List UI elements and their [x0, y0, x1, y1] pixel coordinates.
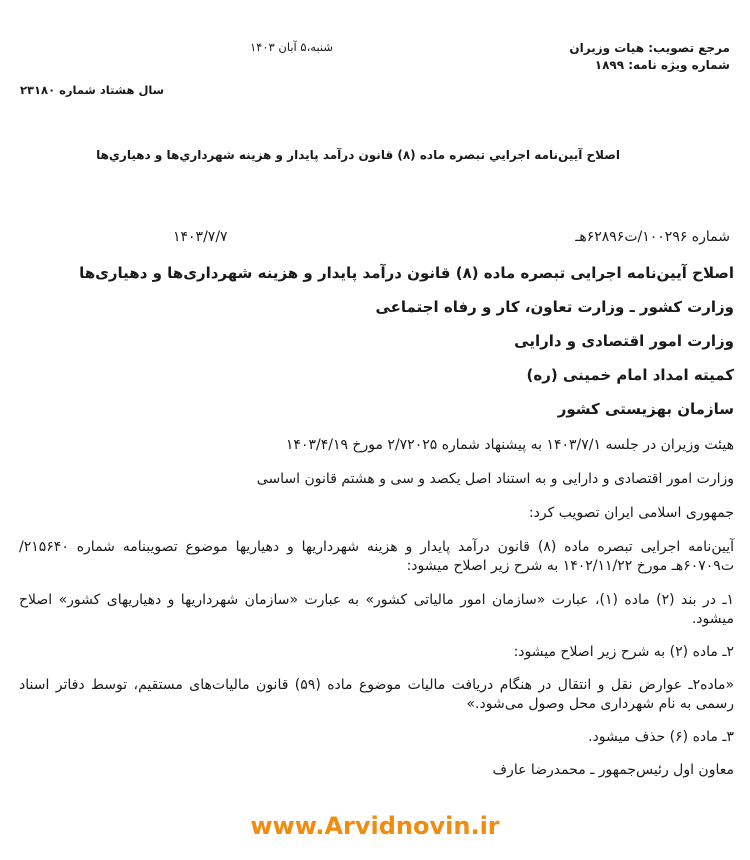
approval-reference-block — [569, 40, 730, 74]
amendment-clause-3: ۳ـ ماده (۶) حذف میشود. — [588, 729, 734, 745]
recipient-relief-committee: کمیته امداد امام خمینی (ره) — [526, 366, 734, 384]
decree-title: اصلاح آیین‌نامه اجرایی تبصره ماده (۸) قانون درآمد پایدار و هزینه شهرداری‌ها و دهیاری‌ها — [79, 264, 734, 282]
publish-date: شنبه،۵ آبان ۱۴۰۳ — [250, 40, 334, 54]
preamble-line-3: جمهوری اسلامی ایران تصویب کرد: — [528, 505, 734, 521]
recipient-welfare-org: سازمان بهزیستی کشور — [557, 400, 734, 418]
issue-number: سال هشتاد شماره ۲۳۱۸۰ — [20, 83, 165, 97]
recipient-ministries: وزارت کشور ـ وزارت تعاون، کار و رفاه اجتماعی — [375, 298, 734, 316]
signatory: معاون اول رئیس‌جمهور ـ محمدرضا عارف — [492, 762, 734, 778]
document-subject: اصلاح آيين‌نامه اجرايي تبصره ماده (۸) قانون درآمد پايدار و هزينه شهرداري‌ها و دهياري‌ها — [96, 148, 620, 162]
decree-date: ۱۴۰۳/۷/۷ — [173, 229, 228, 245]
preamble-line-1: هیئت وزیران در جلسه ۱۴۰۳/۷/۱ به پیشنهاد شماره ۲/۷۲۰۲۵ مورخ ۱۴۰۳/۴/۱۹ — [285, 437, 734, 453]
article-2-text: «ماده۲ـ عوارض نقل و انتقال در هنگام دریافت مالیات موضوع ماده (۵۹) قانون مالیات‌های مستقیم، توسط دفاتر اسناد رسمی به نام شهرداری محل وصول می‌شود.» — [19, 677, 735, 712]
recipient-economy-ministry: وزارت امور اقتصادی و دارایی — [514, 332, 734, 350]
approval-ref: مرجع تصویب: هیات وزیران — [569, 41, 730, 55]
amendment-clause-2: ۲ـ ماده (۲) به شرح زیر اصلاح میشود: — [513, 644, 734, 660]
recipients-block — [19, 262, 734, 432]
decree-number: شماره ۱۰۰۲۹۶/ت۶۲۸۹۶هـ — [575, 229, 730, 245]
site-watermark: www.Arvidnovin.ir — [250, 812, 500, 840]
decree-body — [19, 436, 734, 780]
preamble-line-2: وزارت امور اقتصادی و دارایی و به استناد اصل یکصد و سی و هشتم قانون اساسی — [256, 471, 734, 487]
amendment-clause-1: ۱ـ در بند (۲) ماده (۱)، عبارت «سازمان امور مالیاتی کشور» به عبارت «سازمان شهرداریها و دهیاریهای کشور» اصلاح میشود. — [19, 592, 734, 627]
amendment-intro: آیین‌نامه اجرایی تبصره ماده (۸) قانون درآمد پایدار و هزینه شهرداریها و دهیاریها موضوع تصویبنامه شماره ۲۱۵۶۴۰/ت۶۰۷۰۹هـ مورخ ۱۴۰۲/۱۱/۲۲ به شرح زیر اصلاح میشود: — [19, 539, 734, 574]
newsletter-number: شماره ویژه نامه: ۱۸۹۹ — [594, 58, 730, 72]
